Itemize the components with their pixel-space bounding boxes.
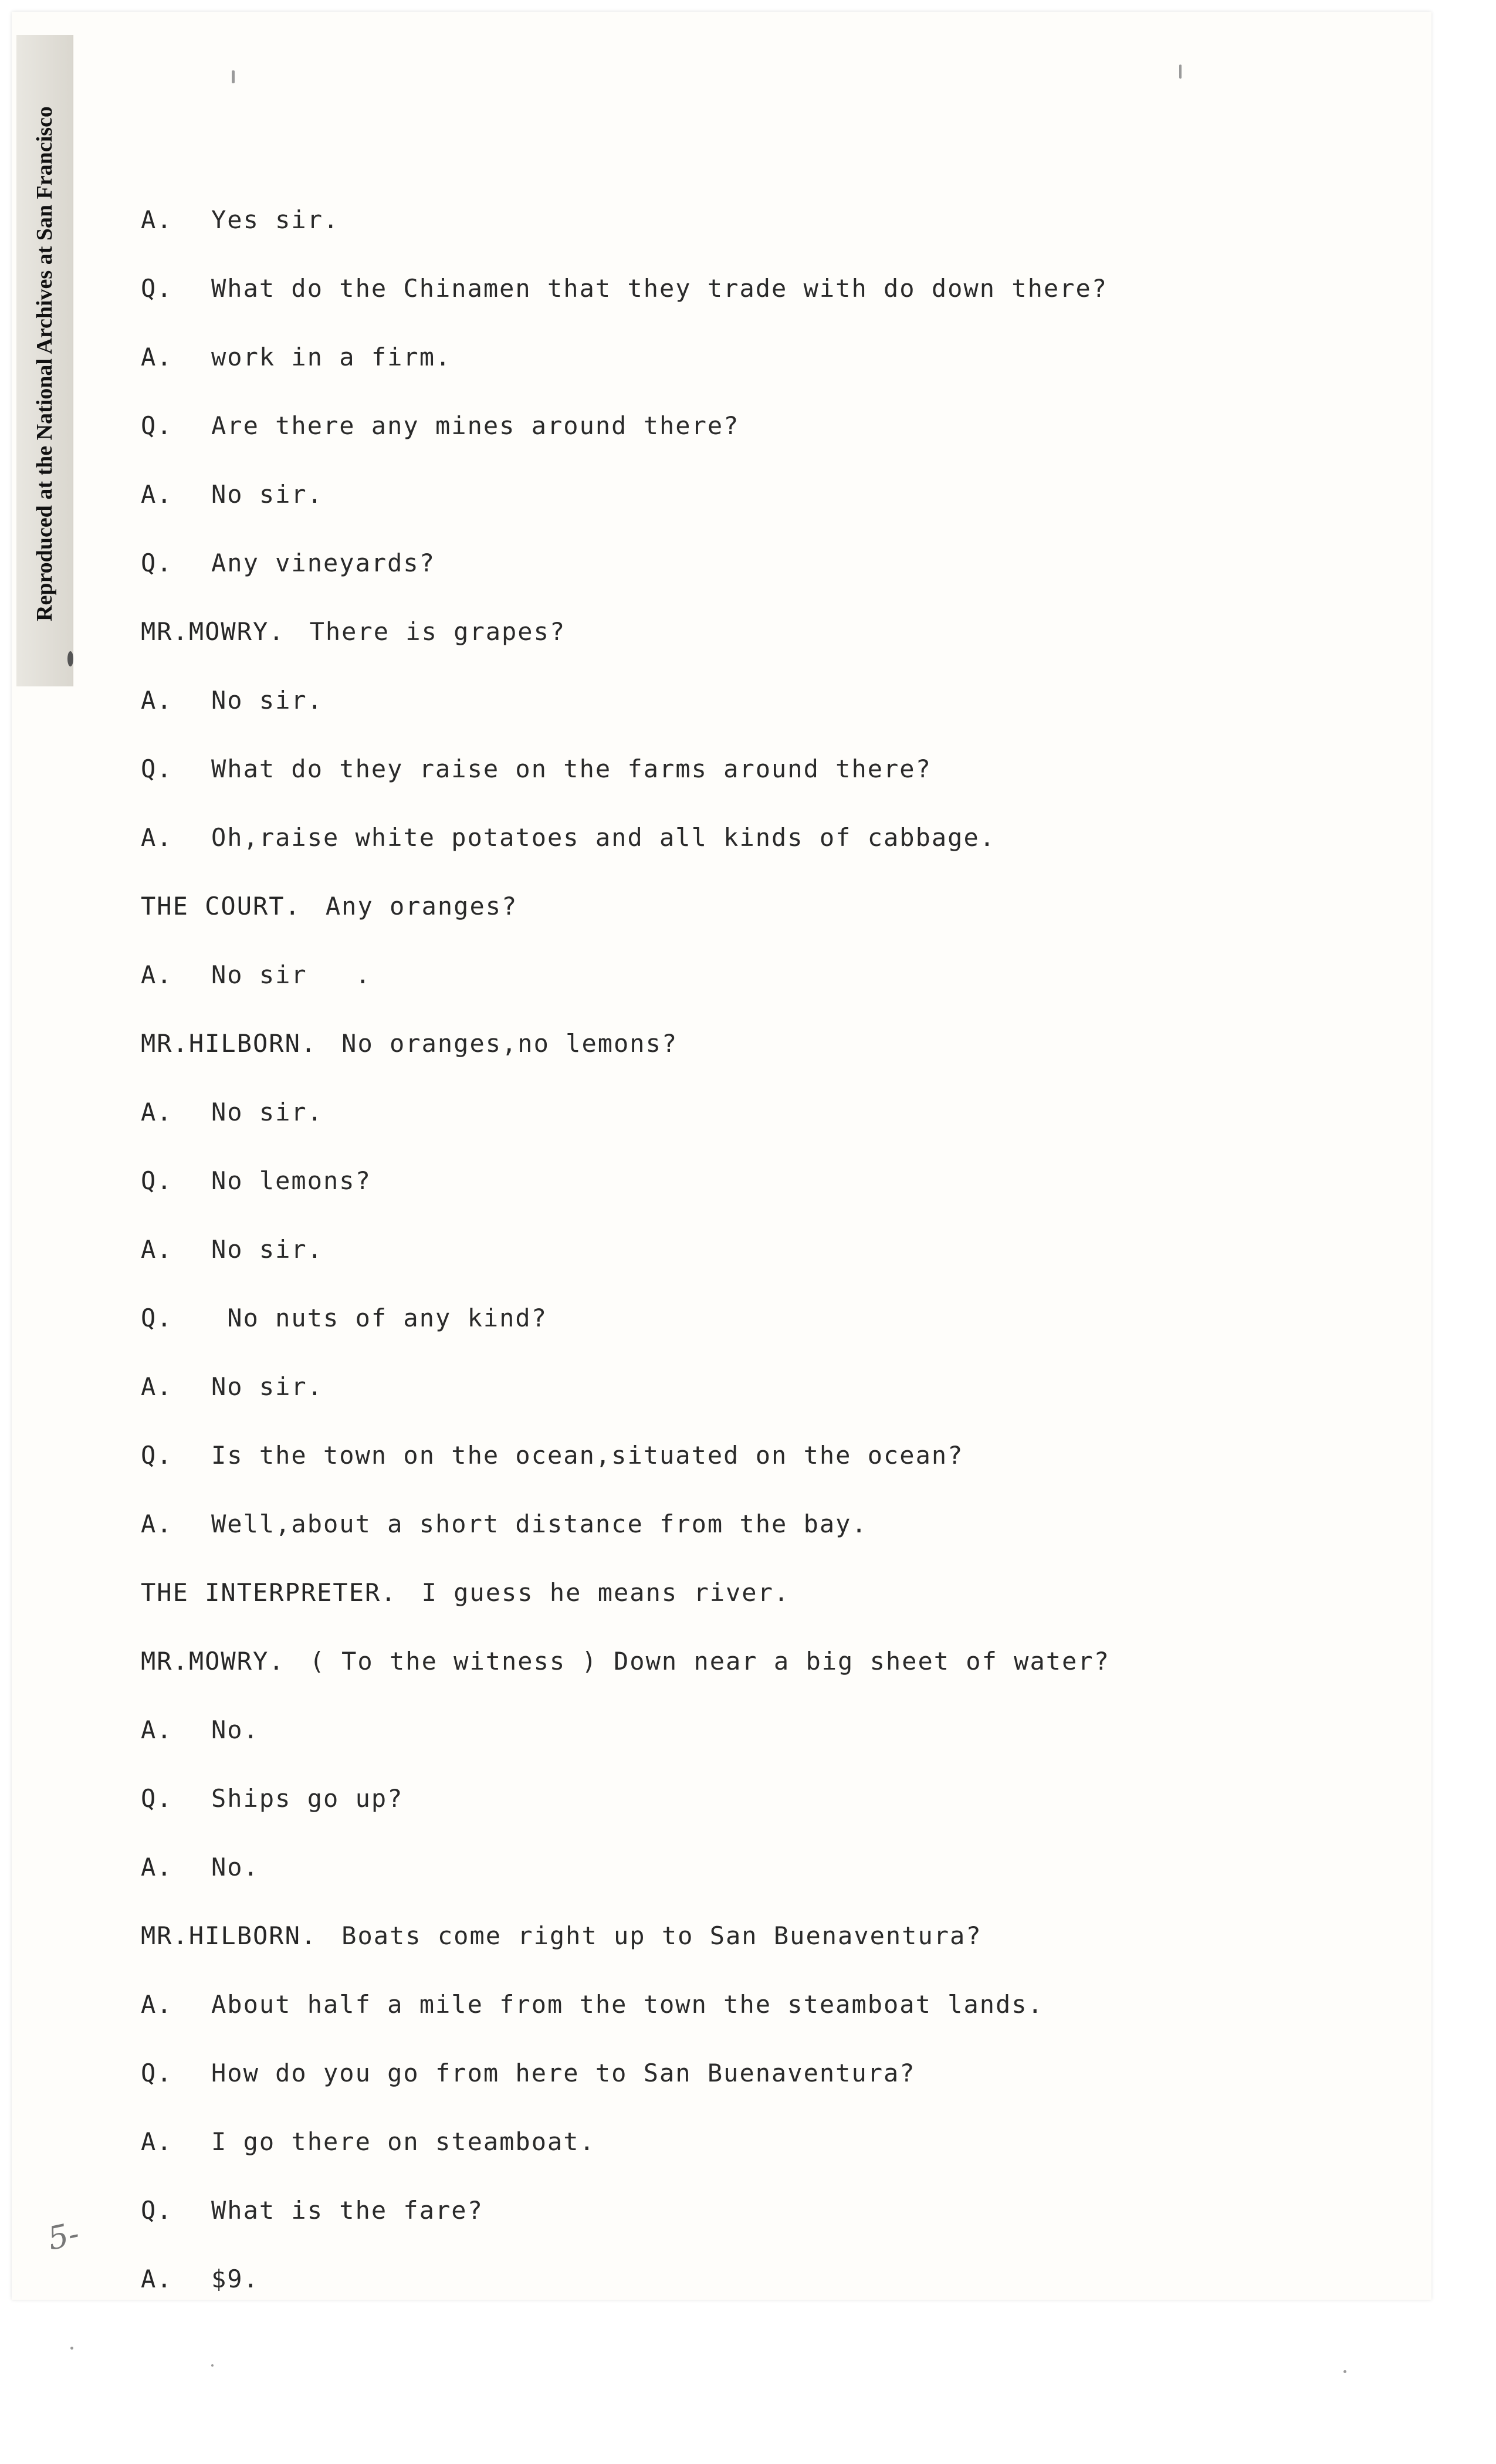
line-text: Are there any mines around there? — [211, 411, 740, 440]
line-text: Any oranges? — [325, 892, 518, 920]
line-text: No. — [211, 1715, 259, 1744]
transcript-line — [141, 1850, 1314, 1918]
line-text: What do the Chinamen that they trade with do down there? — [211, 274, 1108, 303]
transcript-line — [141, 1163, 1314, 1232]
transcript-line — [141, 2056, 1314, 2124]
speaker-label: A. — [141, 686, 173, 715]
line-text: What do they raise on the farms around there? — [211, 754, 932, 783]
line-text: I go there on steamboat. — [211, 2127, 595, 2156]
line-text: No nuts of any kind? — [211, 1304, 548, 1332]
line-text: How do you go from here to San Buenaventura? — [211, 2059, 916, 2087]
line-text: Is the town on the ocean,situated on the ocean? — [211, 1441, 964, 1470]
transcript-line — [141, 2262, 1314, 2330]
paper-speck — [67, 651, 73, 666]
transcript-line — [141, 1781, 1314, 1850]
speaker-label: A. — [141, 1990, 173, 2019]
line-text: Oh,raise white potatoes and all kinds of cabbage. — [211, 823, 996, 852]
line-text: Boats come right up to San Buenaventura? — [341, 1921, 982, 1950]
speaker-label: Q. — [141, 549, 173, 577]
line-text: work in a firm. — [211, 343, 452, 371]
transcript-line — [141, 1026, 1314, 1095]
speaker-label: Q. — [141, 1441, 173, 1470]
line-text: No sir . — [211, 960, 371, 989]
transcript-line — [141, 1301, 1314, 1369]
speaker-label: A. — [141, 1098, 173, 1126]
speaker-label: A. — [141, 1715, 173, 1744]
paper-speck — [1343, 2370, 1346, 2373]
transcript-line — [141, 477, 1314, 546]
line-text: Yes sir. — [211, 205, 340, 234]
speaker-label: A. — [141, 1235, 173, 1264]
transcript-line — [141, 202, 1314, 271]
speaker-label: MR.MOWRY. — [141, 1647, 285, 1676]
transcript-line — [141, 820, 1314, 889]
testimony-transcript — [141, 202, 1314, 2330]
transcript-line — [141, 1575, 1314, 1644]
paper-speck — [70, 2347, 73, 2350]
transcript-line — [141, 1095, 1314, 1163]
transcript-line — [141, 1369, 1314, 1438]
line-text: I guess he means river. — [421, 1578, 790, 1607]
transcript-line — [141, 340, 1314, 408]
line-text: $9. — [211, 2265, 259, 2293]
line-text: Ships go up? — [211, 1784, 404, 1813]
speaker-label: THE COURT. — [141, 892, 301, 920]
transcript-line — [141, 1644, 1314, 1712]
handwritten-page-mark: 5- — [45, 2215, 83, 2257]
line-text: No. — [211, 1853, 259, 1881]
line-text: Well,about a short distance from the bay. — [211, 1509, 868, 1538]
transcript-line — [141, 1232, 1314, 1301]
paper-speck — [232, 70, 235, 83]
speaker-label: THE INTERPRETER. — [141, 1578, 397, 1607]
line-text: No sir. — [211, 480, 324, 509]
line-text: What is the fare? — [211, 2196, 483, 2225]
line-text: About half a mile from the town the steamboat lands. — [211, 1990, 1044, 2019]
transcript-line — [141, 683, 1314, 752]
transcript-line — [141, 1918, 1314, 1987]
line-text: No sir. — [211, 1098, 324, 1126]
transcript-line — [141, 1987, 1314, 2056]
speaker-label: Q. — [141, 1304, 173, 1332]
speaker-label: A. — [141, 1372, 173, 1401]
speaker-label: Q. — [141, 411, 173, 440]
line-text: There is grapes? — [309, 617, 566, 646]
speaker-label: A. — [141, 480, 173, 509]
line-text: No sir. — [211, 1372, 324, 1401]
transcript-line — [141, 889, 1314, 957]
transcript-line — [141, 957, 1314, 1026]
transcript-line — [141, 1507, 1314, 1575]
speaker-label: Q. — [141, 2059, 173, 2087]
speaker-label: MR.HILBORN. — [141, 1029, 317, 1058]
speaker-label: A. — [141, 823, 173, 852]
transcript-line — [141, 271, 1314, 340]
transcript-line — [141, 752, 1314, 820]
transcript-line — [141, 546, 1314, 614]
paper-speck — [1179, 65, 1182, 79]
speaker-label: A. — [141, 2265, 173, 2293]
line-text: ( To the witness ) Down near a big sheet of water? — [309, 1647, 1110, 1676]
speaker-label: Q. — [141, 2196, 173, 2225]
line-text: No sir. — [211, 686, 324, 715]
transcript-line — [141, 1712, 1314, 1781]
speaker-label: Q. — [141, 754, 173, 783]
paper-speck — [211, 2364, 214, 2367]
line-text: No lemons? — [211, 1166, 371, 1195]
line-text: No sir. — [211, 1235, 324, 1264]
speaker-label: MR.HILBORN. — [141, 1921, 317, 1950]
speaker-label: Q. — [141, 1166, 173, 1195]
transcript-line — [141, 614, 1314, 683]
transcript-line — [141, 1438, 1314, 1507]
speaker-label: Q. — [141, 274, 173, 303]
speaker-label: A. — [141, 205, 173, 234]
line-text: Any vineyards? — [211, 549, 436, 577]
line-text: No oranges,no lemons? — [341, 1029, 678, 1058]
speaker-label: A. — [141, 343, 173, 371]
speaker-label: MR.MOWRY. — [141, 617, 285, 646]
speaker-label: Q. — [141, 1784, 173, 1813]
transcript-line — [141, 2124, 1314, 2193]
transcript-line — [141, 2193, 1314, 2262]
speaker-label: A. — [141, 960, 173, 989]
speaker-label: A. — [141, 1853, 173, 1881]
speaker-label: A. — [141, 2127, 173, 2156]
archive-stamp-label: Reproduced at the National Archives at San Francisco — [32, 106, 57, 621]
transcript-line — [141, 408, 1314, 477]
speaker-label: A. — [141, 1509, 173, 1538]
